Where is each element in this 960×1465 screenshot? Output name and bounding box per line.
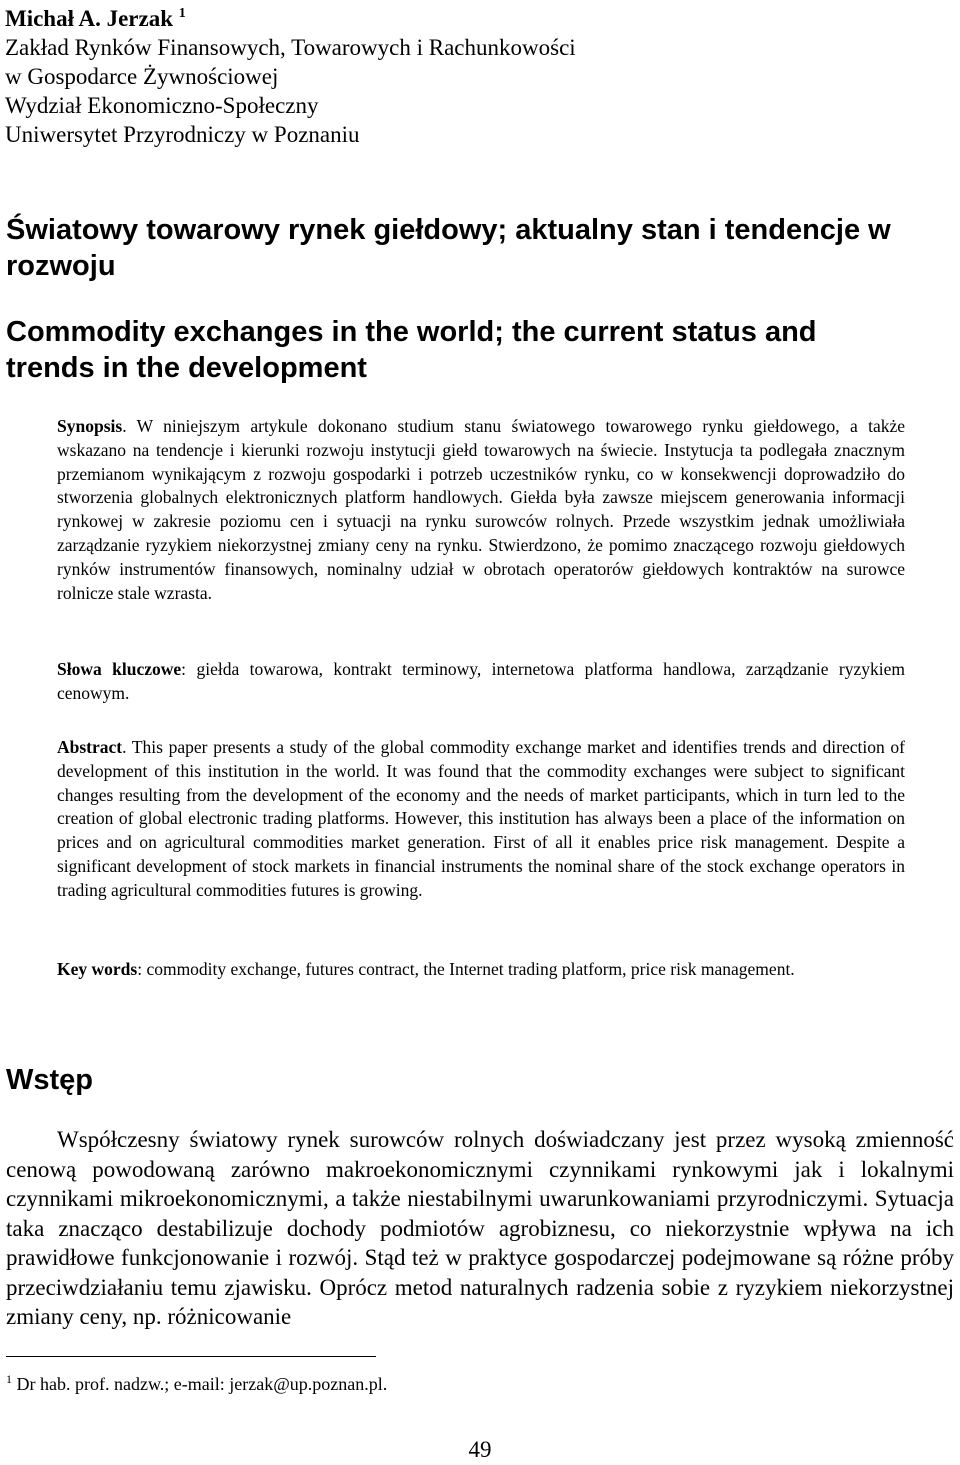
affiliation-line: w Gospodarce Żywnościowej xyxy=(5,64,279,89)
synopsis-paragraph xyxy=(57,415,905,605)
keywords-english-text: : commodity exchange, futures contract, the Internet trading platform, price risk management. xyxy=(137,959,795,979)
footnote-mark: 1 xyxy=(6,1372,12,1386)
keywords-english-label: Key words xyxy=(57,959,138,979)
footnote xyxy=(6,1373,387,1395)
synopsis-text: . W niniejszym artykule dokonano studium stanu światowego towarowego rynku giełdowego, a także wskazano na tendencje i kierunki rozwoju instytucji giełd towarowych na świecie. Instytucja ta podlegała znacznym przemianom wynikającym z rozwoju gospodarki i potrzeb uczestników rynku, co w konsekwencji doprowadziło do stworzenia globalnych elektronicznych platform handlowych. Giełda była zawsze miejscem generowania informacji rynkowej w zakresie poziomu cen i sytuacji na rynku surowców rolnych. Przede wszystkim jednak umożliwiała zarządzanie ryzykiem niekorzystnej zmiany ceny na rynku. Stwierdzono, że pomimo znaczącego rozwoju giełdowych rynków instrumentów finansowych, nominalny udział w obrotach operatorów giełdowych kontraktów na surowce rolnicze stale wzrasta. xyxy=(57,416,905,603)
affiliation-line: Zakład Rynków Finansowych, Towarowych i Rachunkowości xyxy=(5,35,576,60)
keywords-polish xyxy=(57,658,905,706)
page-number: 49 xyxy=(468,1437,492,1462)
author-name-text: Michał A. Jerzak xyxy=(5,6,173,31)
paper-title-polish: Światowy towarowy rynek giełdowy; aktualny stan i tendencje w rozwoju xyxy=(6,214,891,282)
abstract-label: Abstract xyxy=(57,737,123,757)
paper-title-english: Commodity exchanges in the world; the current status and trends in the development xyxy=(6,316,817,384)
keywords-english xyxy=(57,958,905,982)
body-paragraph: Współczesny światowy rynek surowców rolnych doświadczany jest przez wysoką zmienność cenową powodowaną zarówno makroekonomicznymi czynnikami rynkowymi jak i lokalnymi czynnikami mikroekonomicznymi, a także niestabilnymi uwarunkowaniami przyrodniczymi. Sytuacja taka znacząco destabilizuje dochody podmiotów agrobiznesu, co niekorzystnie wpływa na ich prawidłowe funkcjonowanie i rozwój. Stąd też w praktyce gospodarczej podejmowane są różne próby przeciwdziałaniu temu zjawisku. Oprócz metod naturalnych radzenia sobie z ryzykiem niekorzystnej zmiany ceny, np. różnicowanie xyxy=(6,1127,954,1329)
affiliation-line: Uniwersytet Przyrodniczy w Poznaniu xyxy=(5,122,360,147)
abstract-text: . This paper presents a study of the global commodity exchange market and identifies trends and direction of development of this institution in the world. It was found that the commodity exchanges were subject to significant changes resulting from the development of the economy and the needs of market participants, which in turn led to the creation of global electronic trading platforms. However, this institution has always been a place of the information on prices and on agricultural commodities market generation. First of all it enables price risk management. Despite a significant development of stock markets in financial instruments the nominal share of the stock exchange operators in trading agricultural commodities futures is growing. xyxy=(57,737,905,900)
abstract-paragraph xyxy=(57,736,905,903)
author-name xyxy=(5,4,576,33)
affiliation-line: Wydział Ekonomiczno-Społeczny xyxy=(5,93,319,118)
footnote-text: Dr hab. prof. nadzw.; e-mail: jerzak@up.poznan.pl. xyxy=(12,1374,388,1394)
keywords-polish-label: Słowa kluczowe xyxy=(57,659,182,679)
author-block xyxy=(5,4,576,149)
footnote-separator xyxy=(6,1356,376,1357)
section-heading: Wstęp xyxy=(6,1064,93,1096)
keywords-polish-text: : giełda towarowa, kontrakt terminowy, internetowa platforma handlowa, zarządzanie ryzykiem cenowym. xyxy=(57,659,906,703)
author-footnote-mark: 1 xyxy=(178,6,186,21)
synopsis-label: Synopsis xyxy=(57,416,123,436)
